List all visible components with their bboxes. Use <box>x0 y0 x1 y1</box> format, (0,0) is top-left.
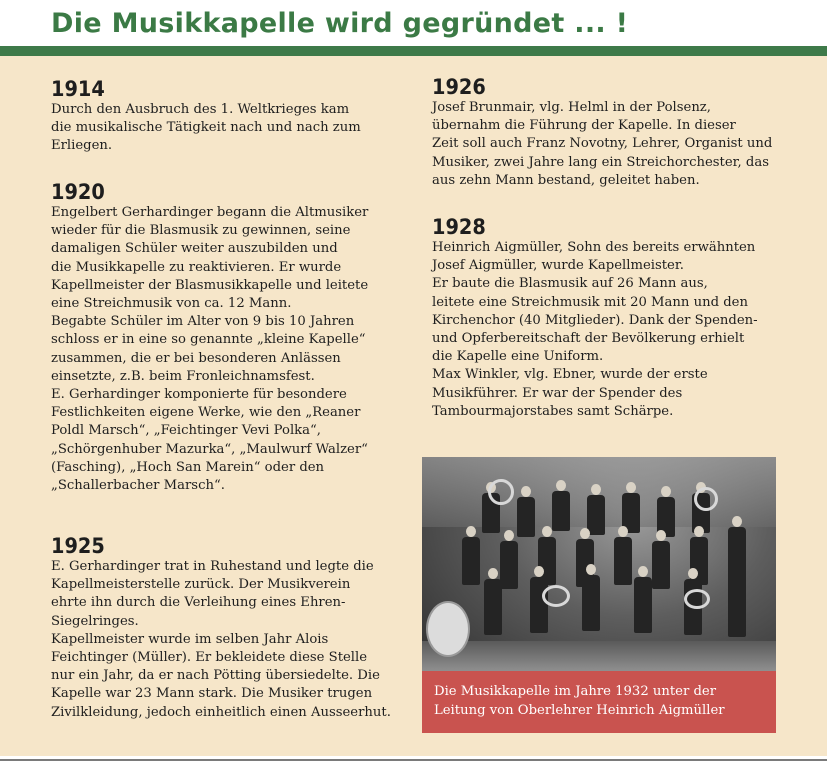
section-1914 <box>51 77 411 156</box>
section-text: Heinrich Aigmüller, Sohn des bereits erwähnten Josef Aigmüller, wurde Kapellmeister. Er baute die Blasmusik auf 26 Mann aus, leitete eine Streichmusik mit 20 Mann und den Kirchenchor (40 Mitglieder). Dank der Spenden- und Opferbereitschaft der Bevölkerung erhielt die Kapelle eine Uniform. Max Winkler, vlg. Ebner, wurde der erste Musikführer. Er war der Spender des Tambourmajorstabes samt Schärpe. <box>432 240 758 419</box>
band-photo <box>422 457 776 671</box>
horn-icon <box>694 487 718 511</box>
section-year: 1925 <box>51 534 105 558</box>
section-year: 1914 <box>51 77 105 101</box>
musician-figure <box>462 537 480 585</box>
title-underline-bar <box>0 46 827 56</box>
header <box>0 0 827 46</box>
section-text: Engelbert Gerhardinger begann die Altmusiker wieder für die Blasmusik zu gewinnen, seine damaligen Schüler weiter auszubilden und die Musikkapelle zu reaktivieren. Er wurde Kapellmeister der Blasmusikkapelle und leitete eine Streichmusik von ca. 12 Mann. Begabte Schüler im Alter von 9 bis 10 Jahren schloss er in eine so genannte „kleine Kapelle“ zusammen, die er bei besonderen Anlässen einsetzte, z.B. beim Fronleichnamsfest. E. Gerhardinger komponierte für besondere Festlichkeiten eigene Werke, wie den „Reaner Poldl Marsch“, „Feichtinger Vevi Polka“, „Schörgenhuber Mazurka“, „Maulwurf Walzer“ (Fasching), „Hoch San Marein“ oder den „Schallerbacher Marsch“. <box>51 205 369 494</box>
musician-figure <box>582 575 600 631</box>
musician-figure <box>552 491 570 531</box>
horn-icon <box>684 589 710 609</box>
section-text: Josef Brunmair, vlg. Helml in der Polsenz, übernahm die Führung der Kapelle. In dieser Zeit soll auch Franz Novotny, Lehrer, Organist und Musiker, zwei Jahre lang ein Streichorchester, das aus zehn Mann bestand, geleitet haben. <box>432 100 773 188</box>
musician-figure <box>530 577 548 633</box>
section-text: Durch den Ausbruch des 1. Weltkrieges kam die musikalische Tätigkeit nach und nach zum Erliegen. <box>51 102 361 154</box>
musician-figure <box>634 577 652 633</box>
bass-drum-icon <box>426 601 470 657</box>
photo-caption <box>422 671 776 733</box>
photo-ground <box>422 641 776 671</box>
section-1928 <box>432 215 812 421</box>
section-year: 1920 <box>51 180 105 204</box>
horn-icon <box>488 479 514 505</box>
musician-figure <box>728 527 746 637</box>
bottom-divider <box>0 759 827 761</box>
musician-figure <box>652 541 670 589</box>
section-text: E. Gerhardinger trat in Ruhestand und legte die Kapellmeisterstelle zurück. Der Musikverein ehrte ihn durch die Verleihung eines Ehren- Siegelringes. Kapellmeister wurde im selben Jahr Alois Feichtinger (Müller). Er bekleidete diese Stelle nur ein Jahr, da er nach Pötting übersiedelte. Die Kapelle war 23 Mann stark. Die Musiker trugen Zivilkleidung, jedoch einheitlich einen Ausseerhut. <box>51 559 391 720</box>
page-title: Die Musikkapelle wird gegründet ... ! <box>51 8 629 39</box>
horn-icon <box>542 585 570 607</box>
musician-figure <box>484 579 502 635</box>
musician-figure <box>587 495 605 535</box>
section-1925 <box>51 534 416 722</box>
section-1926 <box>432 75 812 190</box>
musician-figure <box>614 537 632 585</box>
section-1920 <box>51 180 416 495</box>
musician-figure <box>517 497 535 537</box>
photo-caption-text: Die Musikkapelle im Jahre 1932 unter der Leitung von Oberlehrer Heinrich Aigmüller <box>434 684 725 718</box>
section-year: 1928 <box>432 215 486 239</box>
section-year: 1926 <box>432 75 486 99</box>
musician-figure <box>500 541 518 589</box>
